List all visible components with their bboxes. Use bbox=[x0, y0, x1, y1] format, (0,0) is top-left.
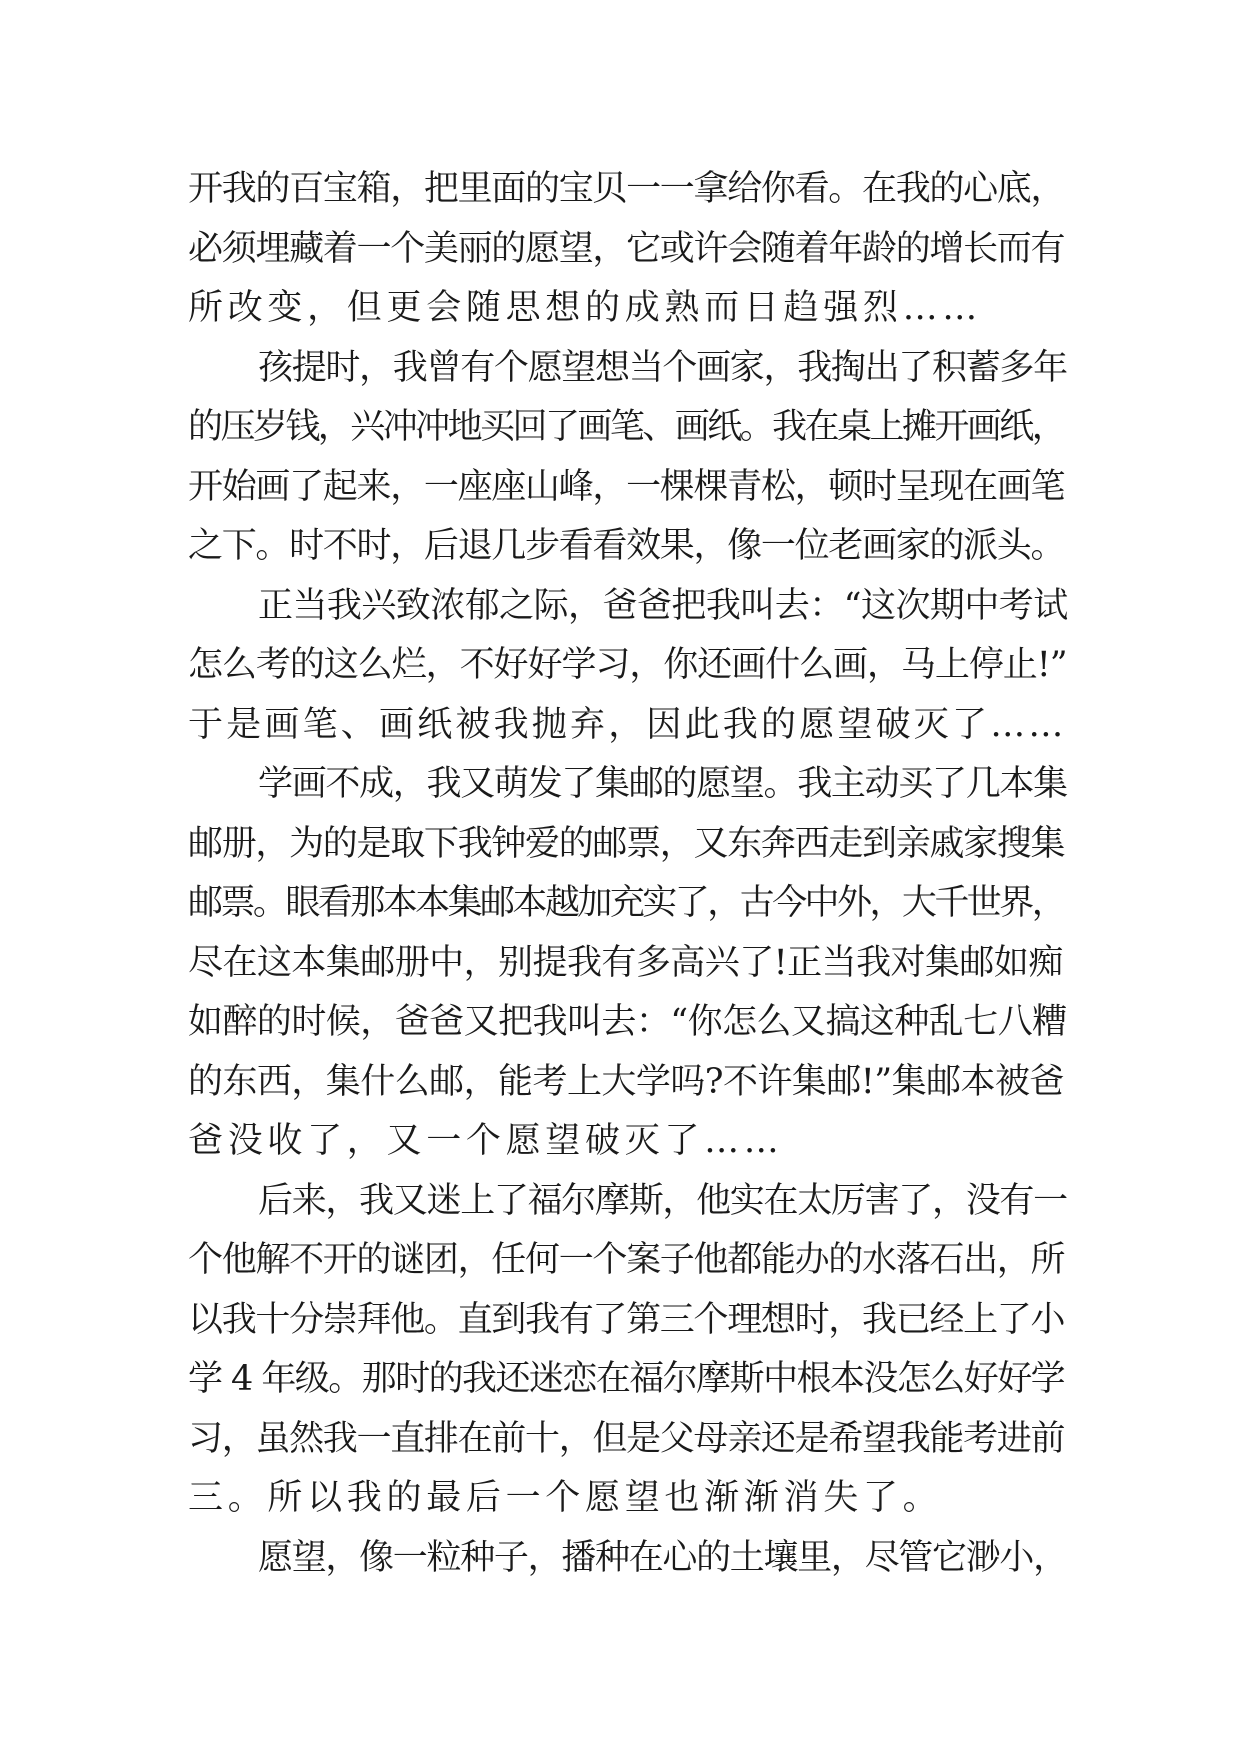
text-line: 邮票。眼看那本本集邮本越加充实了，古今中外，大千世界， bbox=[188, 883, 1065, 923]
text-line: 所改变，但更会随思想的成熟而日趋强烈…… bbox=[188, 288, 983, 328]
text-line: 三。所以我的最后一个愿望也渐渐消失了。 bbox=[188, 1478, 943, 1518]
text-line: 邮册，为的是取下我钟爱的邮票，又东奔西走到亲戚家搜集 bbox=[188, 823, 1065, 864]
paragraph-start-line: 孩提时，我曾有个愿望想当个画家，我掏出了积蓄多年 bbox=[258, 347, 1067, 388]
paragraph-start-line: 学画不成，我又萌发了集邮的愿望。我主动买了几本集 bbox=[258, 764, 1067, 804]
text-line: 尽在这本集邮册中，别提我有多高兴了!正当我对集邮如痴 bbox=[188, 942, 1063, 983]
text-line: 习，虽然我一直排在前十，但是父母亲还是希望我能考进前 bbox=[188, 1418, 1065, 1459]
text-line: 的东西，集什么邮，能考上大学吗?不许集邮!”集邮本被爸 bbox=[188, 1061, 1064, 1102]
text-line: 爸没收了，又一个愿望破灭了…… bbox=[188, 1121, 784, 1161]
text-line: 于是画笔、画纸被我抛弃，因此我的愿望破灭了…… bbox=[188, 704, 1067, 745]
text-line: 个他解不开的谜团，任何一个案子他都能办的水落石出，所 bbox=[188, 1240, 1065, 1280]
text-line: 开我的百宝箱，把里面的宝贝一一拿给你看。在我的心底， bbox=[188, 169, 1065, 209]
text-line: 之下。时不时，后退几步看看效果，像一位老画家的派头。 bbox=[188, 526, 1065, 566]
text-line: 的压岁钱，兴冲冲地买回了画笔、画纸。我在桌上摊开画纸， bbox=[188, 407, 1065, 447]
paragraph-start-line: 正当我兴致浓郁之际，爸爸把我叫去：“这次期中考试 bbox=[258, 585, 1068, 626]
paragraph-start-line: 愿望，像一粒种子，播种在心的土壤里，尽管它渺小， bbox=[258, 1537, 1067, 1578]
text-line: 怎么考的这么烂，不好好学习，你还画什么画，马上停止!” bbox=[188, 645, 1067, 685]
paragraph-start-line: 后来，我又迷上了福尔摩斯，他实在太厉害了，没有一 bbox=[258, 1180, 1067, 1221]
text-line: 必须埋藏着一个美丽的愿望，它或许会随着年龄的增长而有 bbox=[188, 228, 1065, 269]
text-line: 如醉的时候，爸爸又把我叫去：“你怎么又搞这种乱七八糟 bbox=[188, 1002, 1067, 1042]
text-line: 以我十分崇拜他。直到我有了第三个理想时，我已经上了小 bbox=[188, 1299, 1065, 1340]
text-line: 开始画了起来，一座座山峰，一棵棵青松，顿时呈现在画笔 bbox=[188, 466, 1065, 507]
text-body bbox=[188, 160, 1068, 1588]
text-line: 学 4 年级。那时的我还迷恋在福尔摩斯中根本没怎么好好学 bbox=[188, 1359, 1065, 1399]
